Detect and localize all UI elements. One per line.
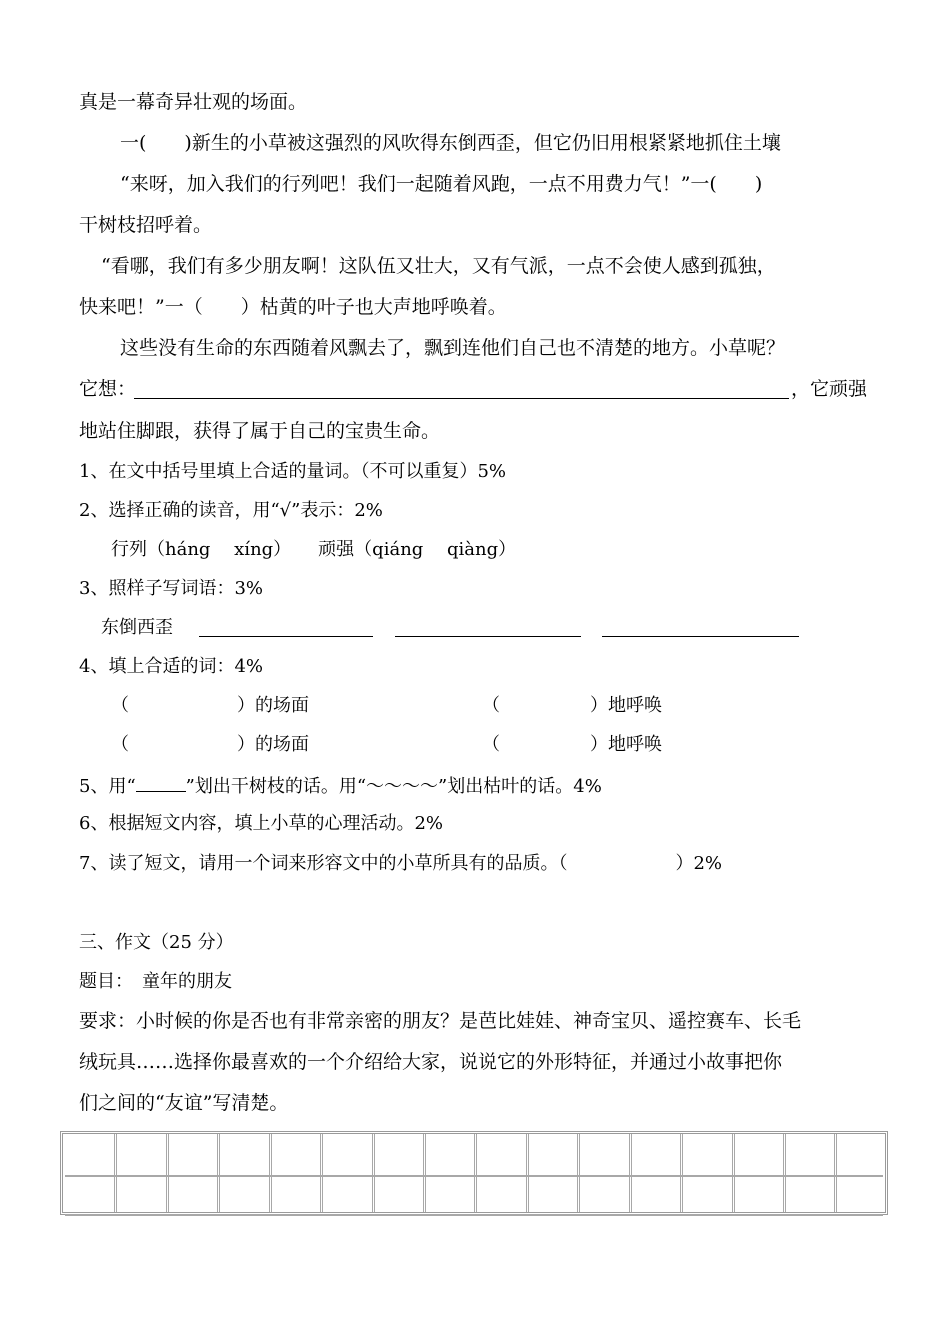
grid-column-line <box>629 1134 632 1212</box>
question-4-blank[interactable]: （ ）的场面 <box>111 695 309 716</box>
question-4-blank[interactable]: （ ）地呼唤 <box>482 734 662 755</box>
question-5-end: ”划出干树枝的话。用“～～～～”划出枯叶的话。4% <box>185 776 602 797</box>
writing-grid[interactable] <box>60 1131 888 1215</box>
question-5-start: 5、用“ <box>79 776 136 797</box>
grid-column-line <box>320 1134 323 1212</box>
grid-column-line <box>474 1134 477 1212</box>
answer-blank[interactable] <box>395 636 581 637</box>
question-2-options: 行列（háng xíng） 顽强（qiáng qiàng） <box>111 539 517 560</box>
question-4-blank[interactable]: （ ）的场面 <box>111 734 309 755</box>
grid-column-line <box>732 1134 735 1212</box>
grid-column-line <box>166 1134 169 1212</box>
passage-line-prefix: 它想： <box>79 378 137 400</box>
composition-requirement: 要求：小时候的你是否也有非常亲密的朋友？是芭比娃娃、神奇宝贝、遥控赛车、长毛 <box>79 1010 802 1032</box>
question-7: 7、读了短文，请用一个词来形容文中的小草所具有的品质。（ ）2% <box>79 853 723 874</box>
question-3-example: 东倒西歪 <box>101 617 173 638</box>
question-6: 6、根据短文内容，填上小草的心理活动。2% <box>79 813 444 834</box>
passage-line: 快来吧！”一（ ）枯黄的叶子也大声地呼唤着。 <box>79 296 507 318</box>
underline-sample <box>136 771 186 792</box>
grid-column-line <box>114 1134 117 1212</box>
grid-column-line <box>577 1134 580 1212</box>
answer-blank[interactable] <box>602 636 799 637</box>
question-2: 2、选择正确的读音，用“√”表示：2% <box>79 500 383 521</box>
composition-requirement: 们之间的“友谊”写清楚。 <box>79 1092 289 1114</box>
question-3: 3、照样子写词语：3% <box>79 578 264 599</box>
question-4-blank[interactable]: （ ）地呼唤 <box>482 695 662 716</box>
passage-line: 这些没有生命的东西随着风飘去了，飘到连他们自己也不清楚的地方。小草呢？ <box>101 337 786 359</box>
passage-line-suffix: ，它顽强 <box>791 378 868 400</box>
passage-line: 真是一幕奇异壮观的场面。 <box>79 91 308 113</box>
answer-blank[interactable] <box>199 636 373 637</box>
composition-heading: 三、作文（25 分） <box>79 932 234 953</box>
grid-column-line <box>783 1134 786 1212</box>
passage-line: 一( )新生的小草被这强烈的风吹得东倒西歪，但它仍旧用根紧紧地抓住土壤 <box>101 132 781 154</box>
grid-column-line <box>372 1134 375 1212</box>
thought-blank[interactable] <box>134 398 789 399</box>
grid-column-line <box>526 1134 529 1212</box>
question-5 <box>79 771 602 800</box>
passage-line: “来呀，加入我们的行列吧！我们一起随着风跑，一点不用费力气！”一( ) <box>101 173 763 195</box>
grid-column-line <box>423 1134 426 1212</box>
grid-column-line <box>269 1134 272 1212</box>
passage-line: 干树枝招呼着。 <box>79 214 213 236</box>
passage-line: “看哪，我们有多少朋友啊！这队伍又壮大，又有气派，一点不会使人感到孤独， <box>101 255 776 277</box>
composition-title: 题目： 童年的朋友 <box>79 971 232 992</box>
question-1: 1、在文中括号里填上合适的量词。（不可以重复）5% <box>79 461 507 482</box>
question-4: 4、填上合适的词：4% <box>79 656 264 677</box>
grid-column-line <box>680 1134 683 1212</box>
grid-column-line <box>834 1134 837 1212</box>
grid-column-line <box>217 1134 220 1212</box>
composition-requirement: 绒玩具……选择你最喜欢的一个介绍给大家，说说它的外形特征，并通过小故事把你 <box>79 1051 783 1073</box>
passage-line: 地站住脚跟，获得了属于自己的宝贵生命。 <box>79 420 441 442</box>
